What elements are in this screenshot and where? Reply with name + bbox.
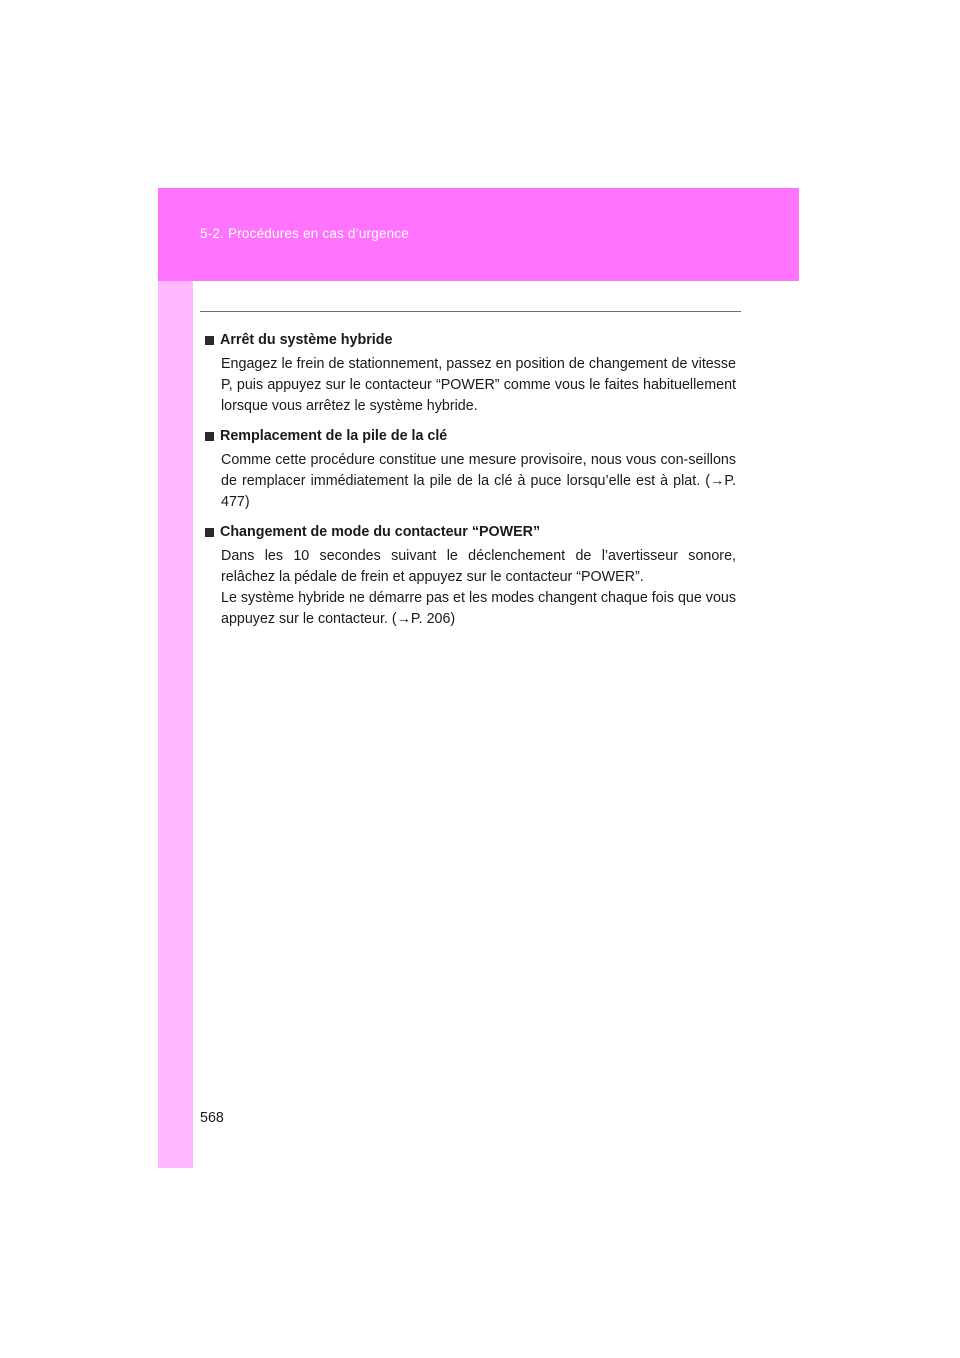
content	[205, 330, 736, 639]
section-hybrid-stop	[205, 330, 736, 417]
section-paragraph: Engagez le frein de stationnement, passez en position de changement de vitesse P, puis appuyez sur le contacteur “POWER” comme vous le faites habituellement lorsque vous arrêtez le système hybride.	[221, 356, 736, 414]
section-paragraph: Dans les 10 secondes suivant le déclenchement de l’avertisseur sonore, relâchez la pédale de frein et appuyez sur le contacteur “POWER”.	[221, 548, 736, 585]
section-heading-text: Remplacement de la pile de la clé	[220, 428, 448, 444]
page-number: 568	[200, 1110, 224, 1126]
section-paragraph: Le système hybride ne démarre pas et les modes changent chaque fois que vous appuyez sur le contacteur. (→P. 206)	[221, 590, 736, 627]
section-heading	[205, 426, 736, 447]
side-strip	[158, 281, 193, 1168]
section-key-battery	[205, 426, 736, 513]
section-paragraph: Comme cette procédure constitue une mesure provisoire, nous vous con-seillons de remplacer immédiatement la pile de la clé à puce lorsqu’elle est à plat. (→P. 477)	[221, 452, 736, 510]
section-power-mode	[205, 522, 736, 630]
section-heading-text: Arrêt du système hybride	[220, 332, 393, 348]
section-heading	[205, 522, 736, 543]
section-heading	[205, 330, 736, 351]
section-heading-text: Changement de mode du contacteur “POWER”	[220, 524, 541, 540]
square-bullet-icon	[205, 528, 214, 537]
section-title: 5-2. Procédures en cas d’urgence	[200, 226, 410, 241]
square-bullet-icon	[205, 336, 214, 345]
square-bullet-icon	[205, 432, 214, 441]
divider-rule	[200, 311, 741, 312]
